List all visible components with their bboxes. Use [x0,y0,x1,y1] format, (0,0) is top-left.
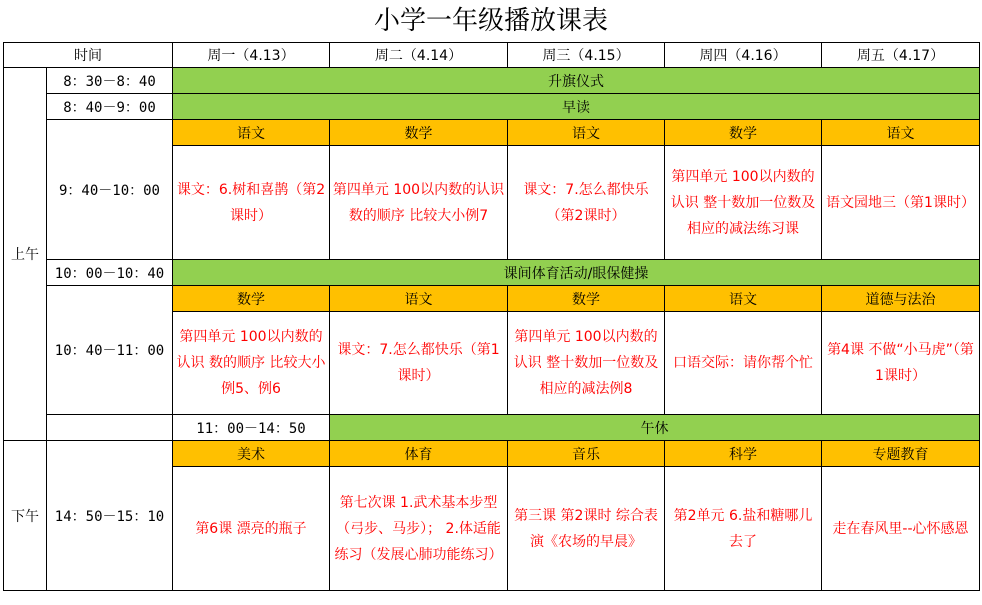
lunch-band: 午休 [330,415,980,441]
time-cell: 14：50－15：10 [47,441,173,591]
subject-cell: 专题教育 [822,441,980,467]
header-day: 周一（4.13） [173,43,330,68]
lesson-cell: 第四单元 100以内数的认识 数的顺序 比较大小例5、例6 [173,312,330,415]
subject-cell: 音乐 [508,441,665,467]
lunch-row [4,415,980,441]
subject-cell: 语文 [508,120,665,146]
lesson-cell: 第七次课 1.武术基本步型（弓步、马步）； 2.体适能练习（发展心肺功能练习） [330,467,508,591]
time-cell: 8：30－8：40 [47,68,173,94]
page-title: 小学一年级播放课表 [373,6,608,36]
time-cell: 11：00－14：50 [173,415,330,441]
lesson-cell: 课文：7.怎么都快乐（第2课时） [508,146,665,260]
flag-row [4,68,980,94]
subject-cell: 语文 [822,120,980,146]
subject-cell: 语文 [330,286,508,312]
flag-ceremony-band: 升旗仪式 [173,68,980,94]
lesson-cell: 第四单元 100以内数的认识 整十数加一位数及相应的减法例8 [508,312,665,415]
time-cell: 9：40－10：00 [47,120,173,260]
time-cell: 8：40－9：00 [47,94,173,120]
subject-cell: 数学 [330,120,508,146]
subject-cell: 数学 [173,286,330,312]
header-day: 周四（4.16） [665,43,822,68]
lesson-cell: 第6课 漂亮的瓶子 [173,467,330,591]
subject-cell: 美术 [173,441,330,467]
lesson-cell: 口语交际：请你帮个忙 [665,312,822,415]
subject-cell: 语文 [173,120,330,146]
exercise-band: 课间体育活动/眼保健操 [173,260,980,286]
header-day: 周五（4.17） [822,43,980,68]
lesson-cell: 课文：7.怎么都快乐（第1课时） [330,312,508,415]
subject-cell: 语文 [665,286,822,312]
lesson-cell: 第四单元 100以内数的认识 整十数加一位数及相应的减法练习课 [665,146,822,260]
subject-row [4,286,980,312]
subject-row [4,441,980,467]
lesson-cell: 课文：6.树和喜鹊（第2课时） [173,146,330,260]
lesson-cell: 第2单元 6.盐和糖哪儿去了 [665,467,822,591]
subject-cell: 体育 [330,441,508,467]
header-time: 时间 [4,43,173,68]
period-afternoon: 下午 [4,441,47,591]
lesson-cell: 第三课 第2课时 综合表演《农场的早晨》 [508,467,665,591]
lesson-cell: 语文园地三（第1课时） [822,146,980,260]
lesson-cell: 第四单元 100以内数的认识 数的顺序 比较大小例7 [330,146,508,260]
time-cell: 10：40－11：00 [47,286,173,415]
subject-cell: 道德与法治 [822,286,980,312]
lesson-cell: 走在春风里--心怀感恩 [822,467,980,591]
morning-reading-band: 早读 [173,94,980,120]
reading-row [4,94,980,120]
header-day: 周三（4.15） [508,43,665,68]
time-cell: 10：00－10：40 [47,260,173,286]
subject-cell: 数学 [508,286,665,312]
period-blank [47,415,173,441]
lesson-cell: 第4课 不做“小马虎”（第1课时） [822,312,980,415]
exercise-row [4,260,980,286]
period-morning: 上午 [4,68,47,441]
header-day: 周二（4.14） [330,43,508,68]
header-row [4,43,980,68]
subject-cell: 科学 [665,441,822,467]
schedule-table [3,42,980,591]
subject-cell: 数学 [665,120,822,146]
subject-row [4,120,980,146]
